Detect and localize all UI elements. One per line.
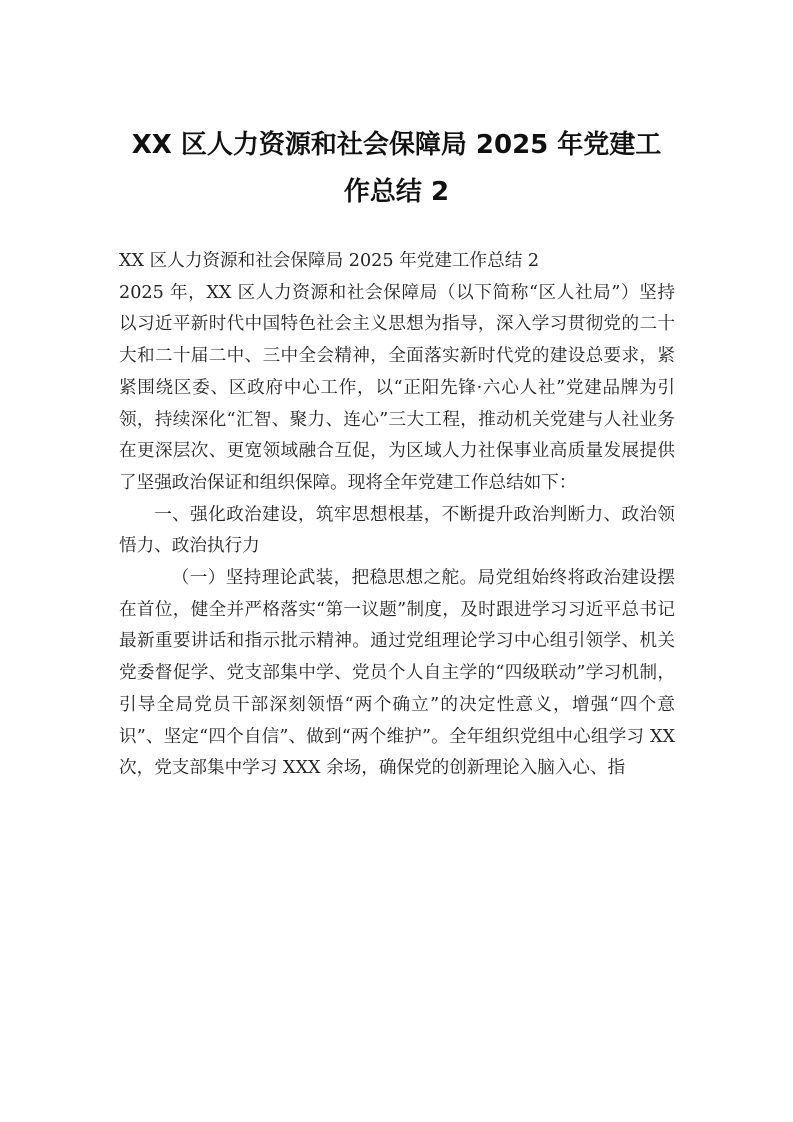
document-body [119,246,675,785]
title-line-1: XX 区人力资源和社会保障局 2025 年党建工 [131,130,662,160]
subtitle-paragraph: XX 区人力资源和社会保障局 2025 年党建工作总结 2 [119,251,540,271]
section-heading-1: 一、强化政治建设，筑牢思想根基，不断提升政治判断力、政治领悟力、政治执行力 [119,504,675,557]
document-title [110,122,683,216]
title-line-2: 作总结 2 [343,177,450,207]
intro-paragraph: 2025 年，XX 区人力资源和社会保障局（以下简称“区人社局”）坚持以习近平新时代中国特色社会主义思想为指导，深入学习贯彻党的二十大和二十届二中、三中全会精神，全面落实新时代党的建设总要求，紧紧围绕区委、区政府中心工作，以“正阳先锋·六心人社”党建品牌为引领，持续深化“汇智、聚力、连心”三大工程，推动机关党建与人社业务在更深层次、更宽领域融合互促，为区域人力社保事业高质量发展提供了坚强政治保证和组织保障。现将全年党建工作总结如下： [119,282,675,493]
body-paragraph: （一）坚持理论武装，把稳思想之舵。局党组始终将政治建设摆在首位，健全并严格落实“第一议题”制度，及时跟进学习习近平总书记最新重要讲话和指示批示精神。通过党组理论学习中心组引领学、机关党委督促学、党支部集中学、党员个人自主学的“四级联动”学习机制，引导全局党员干部深刻领悟“两个确立”的决定性意义，增强“四个意识”、坚定“四个自信”、做到“两个维护”。全年组织党组中心组学习 XX 次，党支部集中学习 XXX 余场，确保党的创新理论入脑入心、指 [119,568,675,779]
